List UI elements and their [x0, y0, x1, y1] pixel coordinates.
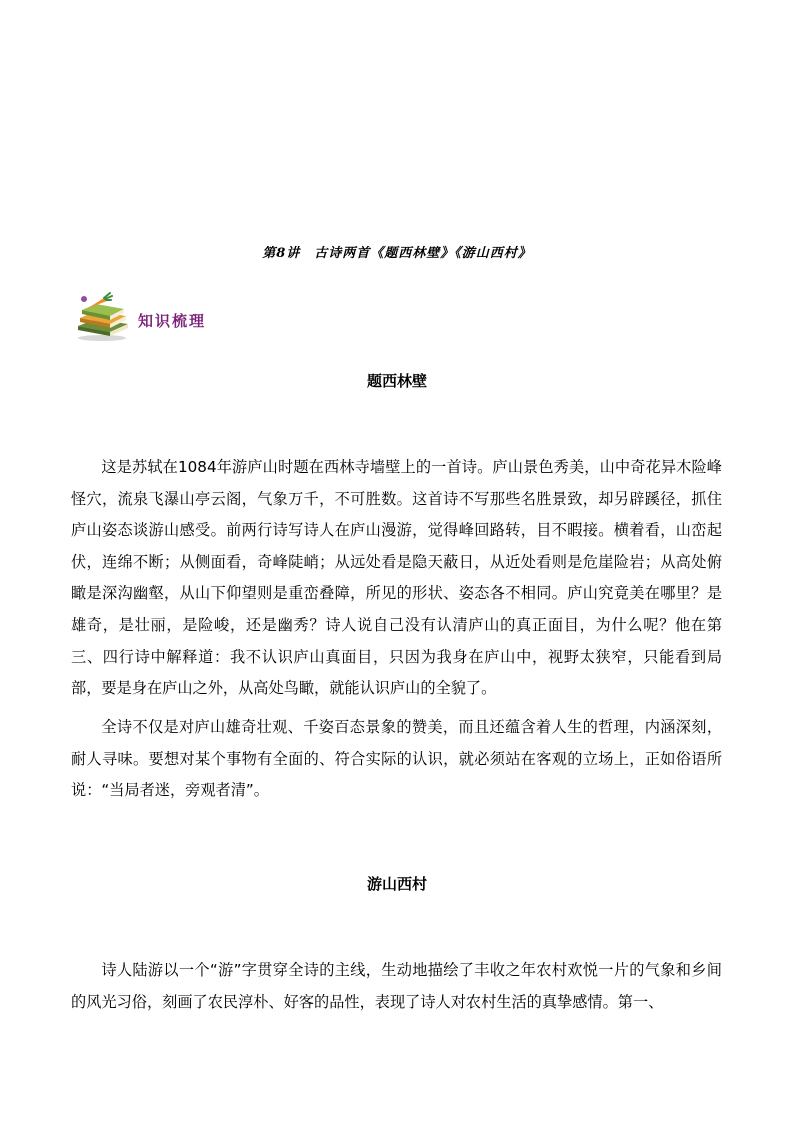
poem1-heading: 题西林壁 — [366, 372, 427, 390]
poem2-paragraph-1: 诗人陆游以一个“游”字贯穿全诗的主线，生动地描绘了丰收之年农村欢悦一片的气象和乡间的风光习俗，刻画了农民淳朴、好客的品性，表现了诗人对农村生活的真挚感情。第一、 — [71, 961, 722, 1011]
poem1-paragraph-2: 全诗不仅是对庐山雄奇壮观、千姿百态景象的赞美，而且还蕴含着人生的哲理，内涵深刻，耐人寻味。要想对某个事物有全面的、符合实际的认识，就必须站在客观的立场上，正如俗语所说：“当局者迷，旁观者清”。 — [71, 718, 722, 800]
poem2-heading: 游山西村 — [366, 875, 427, 893]
poem1-paragraph-1: 这是苏轼在1084年游庐山时题在西林寺墙壁上的一首诗。庐山景色秀美，山中奇花异木险峰怪穴，流泉飞瀑山亭云阁，气象万千，不可胜数。这首诗不写那些名胜景致，却另辟蹊径，抓住庐山姿态谈游山感受。前两行诗写诗人在庐山漫游，觉得峰回路转，目不暇接。横着看，山峦起伏，连绵不断；从侧面看，奇峰陡峭；从远处看是隐天蔽日，从近处看则是危崖险岩；从高处俯瞰是深沟幽壑，从山下仰望则是重峦叠障，所见的形状、姿态各不相同。庐山究竟美在哪里？是雄奇，是壮丽，是险峻，还是幽秀？诗人说自己没有认清庐山的真正面目，为什么呢？他在第三、四行诗中解释道：我不认识庐山真面目，只因为我身在庐山中，视野太狭窄，只能看到局部，要是身在庐山之外，从高处鸟瞰，就能认识庐山的全貌了。 — [71, 458, 722, 698]
section-label: 知识梳理 — [138, 312, 207, 330]
lesson-title: 第8讲 古诗两首《题西林壁》《游山西村》 — [262, 246, 532, 261]
books-carrot-icon — [74, 292, 130, 342]
section-banner — [74, 292, 274, 342]
